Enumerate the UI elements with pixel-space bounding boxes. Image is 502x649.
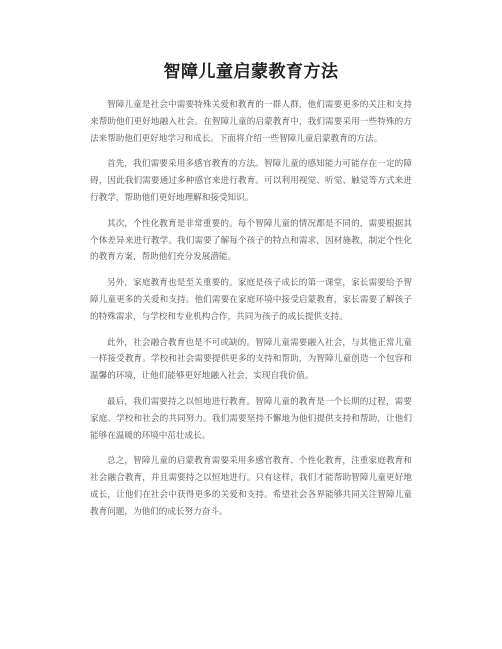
paragraph-individualized: 其次，个性化教育是非常重要的。每个智障儿童的情况都是不同的，需要根据其个体差异来进行教学。我们需要了解每个孩子的特点和需求，因材施教，制定个性化的教育方案，帮助他们充分发展潜能。	[90, 218, 412, 263]
paragraph-multisensory: 首先，我们需要采用多感官教育的方法。智障儿童的感知能力可能存在一定的障碍，因此我们需要通过多种感官来进行教育。可以利用视觉、听觉、触觉等方式来进行教学，帮助他们更好地理解和接受知识。	[90, 159, 412, 203]
document-title: 智障儿童启蒙教育方法	[163, 62, 339, 82]
document-body	[90, 97, 412, 530]
paragraph-conclusion: 总之，智障儿童的启蒙教育需要采用多感官教育、个性化教育，注重家庭教育和社会融合教育，并且需要持之以恒地进行。只有这样，我们才能帮助智障儿童更好地成长，让他们在社会中获得更多的关爱和支持。希望社会各界能够共同关注智障儿童教育问题，为他们的成长努力奋斗。	[90, 456, 412, 517]
paragraph-social-inclusion: 此外，社会融合教育也是不可或缺的。智障儿童需要融入社会，与其他正常儿童一样接受教育。学校和社会需要提供更多的支持和帮助，为智障儿童创造一个包容和温馨的环境，让他们能够更好地融入社会，实现自我价值。	[90, 337, 412, 382]
paragraph-family: 另外，家庭教育也是至关重要的。家庭是孩子成长的第一课堂，家长需要给予智障儿童更多的关爱和支持。他们需要在家庭环境中接受启蒙教育，家长需要了解孩子的特殊需求，与学校和专业机构合作，共同为孩子的成长提供支持。	[90, 278, 412, 322]
paragraph-persistence: 最后，我们需要持之以恒地进行教育。智障儿童的教育是一个长期的过程，需要家庭、学校和社会的共同努力。我们需要坚持不懈地为他们提供支持和帮助，让他们能够在温暖的环境中茁壮成长。	[90, 396, 412, 441]
paragraph-intro: 智障儿童是社会中需要特殊关爱和教育的一群人群，他们需要更多的关注和支持来帮助他们更好地融入社会。在智障儿童的启蒙教育中，我们需要采用一些特殊的方法来帮助他们更好地学习和成长。下面将介绍一些智障儿童启蒙教育的方法。	[90, 100, 412, 144]
